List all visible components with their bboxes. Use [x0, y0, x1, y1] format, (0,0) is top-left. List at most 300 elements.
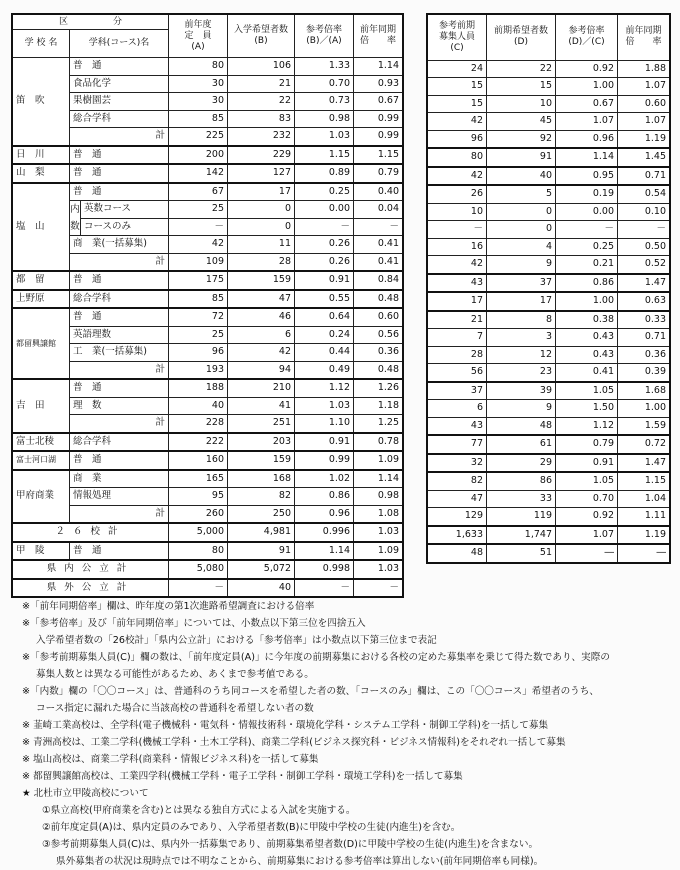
- cell-p: ―: [618, 544, 671, 563]
- cell-p: 0.50: [618, 238, 671, 256]
- cell-p: 0.84: [354, 271, 404, 290]
- cell-c: 37: [427, 382, 487, 400]
- table-row: [12, 308, 403, 326]
- cell-b: 127: [228, 164, 295, 183]
- cell-p: 0.48: [354, 290, 404, 309]
- cell-c: 42: [427, 256, 487, 274]
- cell-p: 1.45: [618, 148, 671, 167]
- cell-a: 80: [169, 58, 228, 76]
- cell-p: 1.11: [618, 508, 671, 526]
- table-row: [12, 488, 403, 506]
- cell-p: 1.59: [618, 417, 671, 435]
- note-line: ※ 都留興譲館高校は、工業四学科(機械工学科・電子工学科・制御工学科・環境工学科)を一括して募集: [22, 771, 463, 782]
- cell-r: 0.91: [295, 271, 354, 290]
- cell-d: 92: [487, 130, 556, 148]
- cell-p: 0.93: [354, 75, 404, 93]
- cell-c: 43: [427, 274, 487, 293]
- table-row: [427, 203, 670, 221]
- cell-r: 1.07: [556, 113, 618, 131]
- cell-p: 1.09: [354, 542, 404, 561]
- cell-b: 232: [228, 128, 295, 146]
- cell-d: 39: [487, 382, 556, 400]
- cell-r: 1.00: [556, 292, 618, 311]
- cell-a: 228: [169, 415, 228, 433]
- table-row: [12, 201, 403, 219]
- cell-p: 0.33: [618, 311, 671, 329]
- cell-a: 80: [169, 542, 228, 561]
- cell-p: 0.99: [354, 128, 404, 146]
- cell-p: 1.15: [618, 472, 671, 490]
- cell-b: 159: [228, 451, 295, 470]
- cell-b: 250: [228, 505, 295, 523]
- cell-c: 43: [427, 417, 487, 435]
- cell-c: 47: [427, 490, 487, 508]
- cell-b: 42: [228, 344, 295, 362]
- cell-r: －: [295, 579, 354, 598]
- cell-r: 1.05: [556, 382, 618, 400]
- cell-r: 1.03: [295, 397, 354, 415]
- cell-r: 0.86: [556, 274, 618, 293]
- cell-c: 28: [427, 346, 487, 364]
- school-name: 甲府商業: [12, 470, 70, 524]
- cell-a: 85: [169, 290, 228, 309]
- cell-a: 30: [169, 93, 228, 111]
- cell-d: 119: [487, 508, 556, 526]
- cell-r: 0.44: [295, 344, 354, 362]
- cell-r: 1.12: [295, 379, 354, 397]
- table-row: [427, 311, 670, 329]
- cell-b: 40: [228, 579, 295, 598]
- dept-name: コースのみ: [81, 218, 169, 236]
- cell-c: 7: [427, 329, 487, 347]
- table-row: [427, 221, 670, 239]
- cell-b: 229: [228, 146, 295, 165]
- table-row: [427, 435, 670, 454]
- dept-name: 商 業: [70, 470, 169, 488]
- dept-name: 情報処理: [70, 488, 169, 506]
- cell-c: 42: [427, 167, 487, 186]
- cell-a: 165: [169, 470, 228, 488]
- cell-c: 15: [427, 95, 487, 113]
- table-row: [427, 364, 670, 382]
- table-row: [12, 451, 403, 470]
- table-row: [12, 344, 403, 362]
- note-line: ※ 韮崎工業高校は、全学科(電子機械科・電気科・情報技術科・環境化学科・システム工学科・制御工学科)を一括して募集: [22, 720, 549, 731]
- cell-p: 1.04: [618, 490, 671, 508]
- cell-r: 0.70: [556, 490, 618, 508]
- cell-b: 159: [228, 271, 295, 290]
- table-row: [427, 329, 670, 347]
- cell-c: 16: [427, 238, 487, 256]
- cell-c: 80: [427, 148, 487, 167]
- dept-name: 普 通: [70, 271, 169, 290]
- header-ratio: 参考倍率 (B)／(A): [295, 14, 354, 58]
- cell-b: 106: [228, 58, 295, 76]
- cell-a: 175: [169, 271, 228, 290]
- subtotal-label: 計: [70, 505, 169, 523]
- cell-r: 0.43: [556, 329, 618, 347]
- cell-p: 0.72: [618, 435, 671, 454]
- cell-b: 168: [228, 470, 295, 488]
- cell-b: 0: [228, 218, 295, 236]
- cell-p: －: [354, 579, 404, 598]
- cell-p: 0.71: [618, 167, 671, 186]
- cell-c: 10: [427, 203, 487, 221]
- table-row: [427, 526, 670, 545]
- cell-b: 41: [228, 397, 295, 415]
- cell-d: 9: [487, 256, 556, 274]
- cell-p: 1.09: [354, 451, 404, 470]
- table-row: [427, 417, 670, 435]
- table-row: [427, 472, 670, 490]
- cell-p: 1.18: [354, 397, 404, 415]
- school-name: 塩 山: [12, 183, 70, 272]
- cell-r: 0.26: [295, 253, 354, 271]
- cell-r: 0.96: [295, 505, 354, 523]
- school-name: 日 川: [12, 146, 70, 165]
- notes: [22, 598, 672, 870]
- cell-r: 0.70: [295, 75, 354, 93]
- cell-p: 0.36: [354, 344, 404, 362]
- cell-r: ―: [556, 544, 618, 563]
- cell-p: 1.08: [354, 505, 404, 523]
- cell-r: 1.12: [556, 417, 618, 435]
- cell-d: 51: [487, 544, 556, 563]
- cell-c: 1,633: [427, 526, 487, 545]
- dept-name: 商 業(一括募集): [70, 236, 169, 254]
- cell-r: 0.49: [295, 361, 354, 379]
- cell-d: 61: [487, 435, 556, 454]
- cell-b: 17: [228, 183, 295, 201]
- cell-p: 0.40: [354, 183, 404, 201]
- cell-r: －: [295, 218, 354, 236]
- cell-b: 22: [228, 93, 295, 111]
- cell-a: 67: [169, 183, 228, 201]
- cell-b: 83: [228, 110, 295, 128]
- cell-a: 40: [169, 397, 228, 415]
- table-row: [12, 128, 403, 146]
- school-name: 上野原: [12, 290, 70, 309]
- note-line: ※ 青洲高校は、工業二学科(機械工学科・土木工学科)、商業二学科(ビジネス探究科・ビジネス情報科)をそれぞれ一括して募集: [22, 737, 566, 748]
- header-c: 参考前期 募集人員 (C): [427, 14, 487, 60]
- table-row: [427, 454, 670, 473]
- cell-r: 0.00: [295, 201, 354, 219]
- header-category: 区 分: [12, 14, 169, 30]
- cell-a: 5,080: [169, 560, 228, 579]
- cell-p: 0.54: [618, 185, 671, 203]
- cell-r: 0.98: [295, 110, 354, 128]
- table-row: [12, 505, 403, 523]
- table-row: [427, 400, 670, 418]
- school-name: 都留興譲館: [12, 308, 70, 379]
- table-row: [12, 58, 403, 76]
- cell-c: 24: [427, 60, 487, 78]
- header-school: 学 校 名: [12, 30, 70, 58]
- dept-name: 普 通: [70, 58, 169, 76]
- cell-p: 0.41: [354, 253, 404, 271]
- cell-a: －: [169, 218, 228, 236]
- header-b: 入学希望者数 (B): [228, 14, 295, 58]
- cell-r: 0.00: [556, 203, 618, 221]
- cell-a: 96: [169, 344, 228, 362]
- cell-r: 0.996: [295, 523, 354, 542]
- school-name: 吉 田: [12, 379, 70, 433]
- right-table: [426, 13, 671, 564]
- cell-d: 5: [487, 185, 556, 203]
- note-line: ②前年度定員(A)は、県内定員のみであり、入学希望者数(B)に甲陵中学校の生徒(内進生)を含む。: [42, 822, 461, 833]
- dept-name: 普 通: [70, 379, 169, 397]
- table-row: [12, 361, 403, 379]
- cell-c: 15: [427, 78, 487, 96]
- cell-c: 56: [427, 364, 487, 382]
- table-row: [427, 382, 670, 400]
- cell-p: 0.78: [354, 433, 404, 452]
- header-dept: 学科(コース)名: [70, 30, 169, 58]
- subtotal-label: 計: [70, 415, 169, 433]
- note-line: 県外募集者の状況は現時点では不明なことから、前期募集における参考倍率は算出しない(前年同期倍率も同様)。: [56, 856, 544, 867]
- cell-p: 1.14: [354, 58, 404, 76]
- cell-a: 85: [169, 110, 228, 128]
- cell-r: 0.25: [556, 238, 618, 256]
- note-line: コース指定に漏れた場合に当該高校の普通科を希望しない者の数: [36, 703, 314, 714]
- dept-name: 総合学科: [70, 433, 169, 452]
- cell-b: 0: [228, 201, 295, 219]
- cell-c: 26: [427, 185, 487, 203]
- cell-p: －: [618, 221, 671, 239]
- cell-a: 160: [169, 451, 228, 470]
- subtotal-label: 計: [70, 128, 169, 146]
- table-row: [12, 415, 403, 433]
- table-row: [12, 110, 403, 128]
- cell-p: 1.25: [354, 415, 404, 433]
- dept-name: 工 業(一括募集): [70, 344, 169, 362]
- cell-r: 0.19: [556, 185, 618, 203]
- cell-d: 37: [487, 274, 556, 293]
- header-a: 前年度 定 員 (A): [169, 14, 228, 58]
- cell-r: 1.50: [556, 400, 618, 418]
- table-row: [12, 236, 403, 254]
- school-name: 笛 吹: [12, 58, 70, 146]
- cell-r: 0.92: [556, 508, 618, 526]
- cell-d: 48: [487, 417, 556, 435]
- cell-a: 222: [169, 433, 228, 452]
- cell-p: 1.68: [618, 382, 671, 400]
- table-row: [427, 508, 670, 526]
- cell-r: 0.998: [295, 560, 354, 579]
- cell-c: －: [427, 221, 487, 239]
- cell-r: 0.43: [556, 346, 618, 364]
- cell-b: 21: [228, 75, 295, 93]
- cell-p: 1.47: [618, 274, 671, 293]
- cell-b: 46: [228, 308, 295, 326]
- table-row: [427, 238, 670, 256]
- cell-p: 0.60: [618, 95, 671, 113]
- cell-c: 96: [427, 130, 487, 148]
- dept-name: 普 通: [70, 451, 169, 470]
- cell-b: 5,072: [228, 560, 295, 579]
- table-row: [12, 470, 403, 488]
- cell-a: 225: [169, 128, 228, 146]
- cell-r: 0.38: [556, 311, 618, 329]
- cell-r: 1.05: [556, 472, 618, 490]
- table-row: [12, 271, 403, 290]
- cell-b: 11: [228, 236, 295, 254]
- cell-a: 260: [169, 505, 228, 523]
- cell-a: 188: [169, 379, 228, 397]
- note-line: ①県立高校(甲府商業を含む)とは異なる独自方式による入試を実施する。: [42, 805, 356, 816]
- cell-r: 1.14: [295, 542, 354, 561]
- cell-p: 1.15: [354, 146, 404, 165]
- dept-name: 普 通: [70, 183, 169, 201]
- school-name: 富士河口湖: [12, 451, 70, 470]
- cell-r: 0.91: [295, 433, 354, 452]
- note-line: 募集人数とは異なる可能性があるため、あくまで参考値である。: [36, 669, 314, 680]
- cell-d: 0: [487, 203, 556, 221]
- cell-a: 5,000: [169, 523, 228, 542]
- cell-d: 23: [487, 364, 556, 382]
- cell-b: 94: [228, 361, 295, 379]
- cell-r: 0.86: [295, 488, 354, 506]
- cell-a: 25: [169, 326, 228, 344]
- cell-p: 0.79: [354, 164, 404, 183]
- cell-d: 8: [487, 311, 556, 329]
- cell-r: 0.96: [556, 130, 618, 148]
- subtotal-label: 計: [70, 253, 169, 271]
- cell-d: 29: [487, 454, 556, 473]
- table-row: [427, 274, 670, 293]
- cell-c: 129: [427, 508, 487, 526]
- cell-d: 86: [487, 472, 556, 490]
- cell-r: 1.07: [556, 526, 618, 545]
- table-row: [12, 433, 403, 452]
- cell-p: 1.03: [354, 560, 404, 579]
- cell-d: 1,747: [487, 526, 556, 545]
- table-row: [12, 523, 403, 542]
- cell-r: 1.15: [295, 146, 354, 165]
- cell-r: 0.26: [295, 236, 354, 254]
- school-name: 都 留: [12, 271, 70, 290]
- school-name: 富士北稜: [12, 433, 70, 452]
- table-row: [427, 490, 670, 508]
- cell-b: 47: [228, 290, 295, 309]
- cell-c: 32: [427, 454, 487, 473]
- table-row: [12, 93, 403, 111]
- cell-d: 91: [487, 148, 556, 167]
- cell-d: 10: [487, 95, 556, 113]
- cell-p: 0.36: [618, 346, 671, 364]
- cell-r: 1.02: [295, 470, 354, 488]
- table-row: [427, 60, 670, 78]
- cell-b: 203: [228, 433, 295, 452]
- cell-r: 0.99: [295, 451, 354, 470]
- cell-p: 0.41: [354, 236, 404, 254]
- header-prev: 前年同期 倍 率: [354, 14, 404, 58]
- table-row: [427, 95, 670, 113]
- cell-c: 82: [427, 472, 487, 490]
- cell-p: 0.71: [618, 329, 671, 347]
- cell-r: 0.91: [556, 454, 618, 473]
- cell-r: －: [556, 221, 618, 239]
- cell-p: 0.52: [618, 256, 671, 274]
- cell-c: 42: [427, 113, 487, 131]
- dept-name: 英語理数: [70, 326, 169, 344]
- cell-r: 1.33: [295, 58, 354, 76]
- cell-p: 0.99: [354, 110, 404, 128]
- table-row: [12, 183, 403, 201]
- cell-d: 15: [487, 78, 556, 96]
- cell-p: 1.47: [618, 454, 671, 473]
- table-row: [427, 256, 670, 274]
- table-row: [12, 75, 403, 93]
- cell-c: 17: [427, 292, 487, 311]
- cell-r: 0.92: [556, 60, 618, 78]
- table-row: [12, 326, 403, 344]
- cell-b: 4,981: [228, 523, 295, 542]
- dept-name: 総合学科: [70, 110, 169, 128]
- cell-d: 40: [487, 167, 556, 186]
- note-line: ※「内数」欄の「〇〇コース」は、普通科のうち同コースを希望した者の数、「コースのみ」欄は、この「〇〇コース」希望者のうち、: [22, 686, 599, 697]
- cell-p: 0.63: [618, 292, 671, 311]
- cell-r: 0.24: [295, 326, 354, 344]
- cell-r: 0.73: [295, 93, 354, 111]
- table-row: [427, 167, 670, 186]
- cell-r: 0.64: [295, 308, 354, 326]
- cell-a: －: [169, 579, 228, 598]
- cell-p: 0.04: [354, 201, 404, 219]
- school-name: 甲 陵: [12, 542, 70, 561]
- cell-r: 0.89: [295, 164, 354, 183]
- cell-a: 200: [169, 146, 228, 165]
- header-ratio-d: 参考倍率 (D)／(C): [556, 14, 618, 60]
- table-row: [427, 185, 670, 203]
- cell-p: 1.14: [354, 470, 404, 488]
- cell-p: 0.39: [618, 364, 671, 382]
- cell-a: 95: [169, 488, 228, 506]
- total-label: 県外公立計: [12, 579, 169, 598]
- cell-p: 1.07: [618, 113, 671, 131]
- cell-d: 4: [487, 238, 556, 256]
- table-row: [427, 544, 670, 563]
- cell-p: 1.07: [618, 78, 671, 96]
- dept-name: 普 通: [70, 542, 169, 561]
- cell-a: 109: [169, 253, 228, 271]
- cell-b: 28: [228, 253, 295, 271]
- cell-c: 21: [427, 311, 487, 329]
- table-row: [12, 397, 403, 415]
- cell-r: 1.00: [556, 78, 618, 96]
- cell-a: 25: [169, 201, 228, 219]
- table-row: [12, 560, 403, 579]
- cell-d: 9: [487, 400, 556, 418]
- cell-b: 91: [228, 542, 295, 561]
- cell-p: －: [354, 218, 404, 236]
- cell-c: 77: [427, 435, 487, 454]
- cell-r: 0.67: [556, 95, 618, 113]
- cell-d: 0: [487, 221, 556, 239]
- cell-b: 251: [228, 415, 295, 433]
- table-row: [12, 253, 403, 271]
- cell-p: 0.56: [354, 326, 404, 344]
- cell-p: 1.19: [618, 130, 671, 148]
- note-line: ※「前年同期倍率」欄は、昨年度の第1次進路希望調査における倍率: [22, 601, 315, 612]
- cell-a: 142: [169, 164, 228, 183]
- cell-r: 0.25: [295, 183, 354, 201]
- cell-r: 0.95: [556, 167, 618, 186]
- uchisu-label: 内 数: [70, 201, 81, 236]
- total-label: 県内公立計: [12, 560, 169, 579]
- note-line: ※ 塩山高校は、商業二学科(商業科・情報ビジネス科)を一括して募集: [22, 754, 319, 765]
- header-d: 前期希望者数 (D): [487, 14, 556, 60]
